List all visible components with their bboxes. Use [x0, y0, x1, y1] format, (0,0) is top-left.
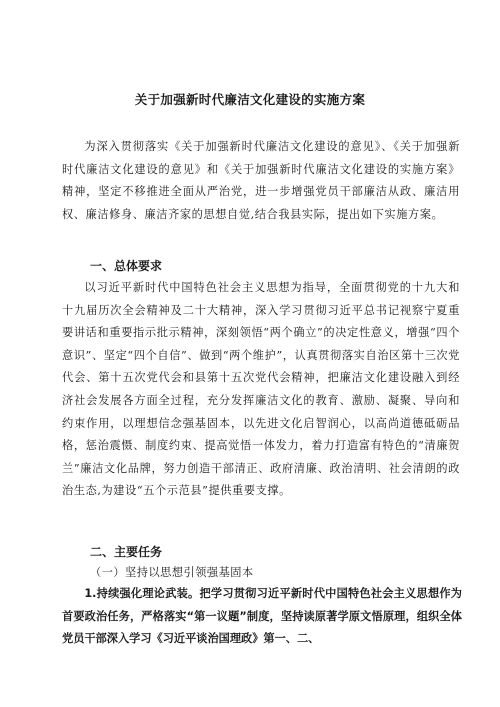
section-2-body-block: [62, 583, 462, 651]
section-1-body-block: [62, 277, 460, 503]
intro-paragraph-block: [62, 136, 460, 226]
section-1-heading: 一、总体要求: [90, 259, 163, 273]
section-1-paragraph: 以习近平新时代中国特色社会主义思想为指导，全面贯彻党的十九大和十九届历次全会精神及二十大精神，深入学习贯彻习近平总书记视察宁夏重要讲话和重要指示批示精神，深刻领悟“两个确立”的决定性意义，增强“四个意识”、坚定“四个自信”、做到“两个维护”，认真贯彻落实自治区第十三次党代会、第十五次党代会和县第十五次党代会精神，把廉洁文化建设融入到经济社会发展各方面全过程，充分发挥廉洁文化的教育、激励、凝聚、导向和约束作用，以理想信念强基固本，以先进文化启智润心，以高尚道德砥砺品格，惩治震慑、制度约束、提高觉悟一体发力，着力打造富有特色的“清廉贺兰”廉洁文化品牌，努力创造干部清正、政府清廉、政治清明、社会清朗的政治生态,为建设“五个示范县”提供重要支撑。: [62, 281, 460, 498]
section-2-paragraph-1: 1.持续强化理论武装。把学习贯彻习近平新时代中国特色社会主义思想作为首要政治任务，严格落实“第一议题”制度，坚持读原著学原文悟原理，组织全体党员干部深入学习《习近平谈治国理政》第一、二、: [62, 587, 462, 646]
section-2-heading: 二、主要任务: [90, 545, 163, 559]
intro-paragraph: 为深入贯彻落实《关于加强新时代廉洁文化建设的意见》、《关于加强新时代廉洁文化建设的意见》和《关于加强新时代廉洁文化建设的实施方案》精神，坚定不移推进全面从严治党，进一步增强党员干部廉洁从政、廉洁用权、廉洁修身、廉洁齐家的思想自觉,结合我县实际，提出如下实施方案。: [62, 140, 460, 221]
document-title: 关于加强新时代廉洁文化建设的实施方案: [134, 92, 366, 107]
section-2-subheading-1: （一）坚持以思想引领强基固本: [90, 566, 254, 579]
